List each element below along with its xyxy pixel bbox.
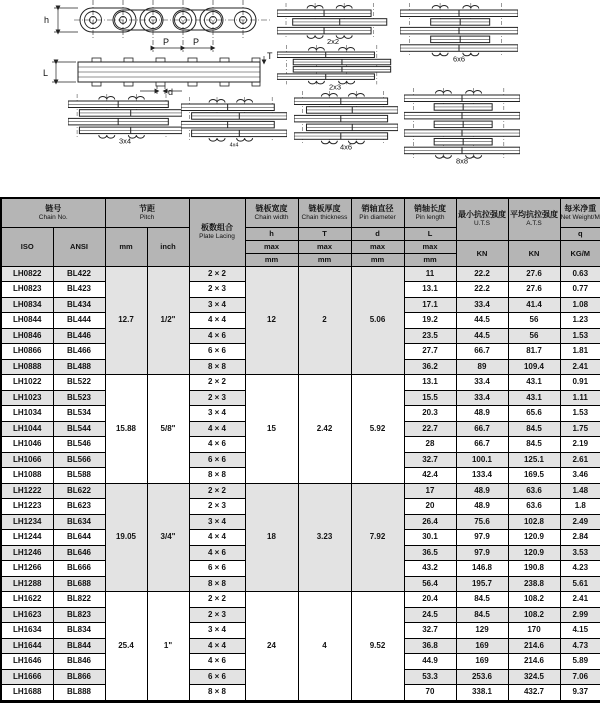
- iso-cell: LH0866: [1, 344, 53, 360]
- lacing-diagram-8x8: [404, 87, 520, 166]
- lacing-cell: 2 × 2: [189, 266, 245, 282]
- net-weight-cell: 4.15: [560, 623, 600, 639]
- pin-length-cell: 20: [404, 499, 456, 515]
- chain-width-cell: 12: [245, 266, 298, 375]
- header-sym-q: q: [560, 227, 600, 240]
- net-weight-cell: 2.49: [560, 514, 600, 530]
- iso-cell: LH0822: [1, 266, 53, 282]
- dim-label-l: L: [43, 68, 49, 78]
- ats-cell: 170: [508, 623, 560, 639]
- iso-cell: LH1246: [1, 545, 53, 561]
- pin-length-cell: 13.1: [404, 282, 456, 298]
- lacing-cell: 2 × 3: [189, 607, 245, 623]
- pin-length-cell: 32.7: [404, 452, 456, 468]
- ansi-cell: BL644: [53, 530, 105, 546]
- net-weight-cell: 4.73: [560, 638, 600, 654]
- net-weight-cell: 1.23: [560, 313, 600, 329]
- uts-cell: 129: [456, 623, 508, 639]
- iso-cell: LH1046: [1, 437, 53, 453]
- lacing-cell: 4 × 4: [189, 313, 245, 329]
- ats-cell: 84.5: [508, 421, 560, 437]
- lacing-cell: 6 × 6: [189, 452, 245, 468]
- net-weight-cell: 9.37: [560, 685, 600, 702]
- net-weight-cell: 1.53: [560, 328, 600, 344]
- lacing-cell: 3 × 4: [189, 406, 245, 422]
- pin-length-cell: 36.5: [404, 545, 456, 561]
- diagram-area: [0, 0, 600, 197]
- ats-cell: 102.8: [508, 514, 560, 530]
- pitch-inch-cell: 5/8": [147, 375, 189, 484]
- ats-cell: 81.7: [508, 344, 560, 360]
- pin-length-cell: 13.1: [404, 375, 456, 391]
- lacing-diagram-4x6: [294, 90, 398, 151]
- uts-cell: 44.5: [456, 313, 508, 329]
- uts-cell: 195.7: [456, 576, 508, 592]
- pin-diameter-cell: 7.92: [351, 483, 404, 592]
- net-weight-cell: 0.91: [560, 375, 600, 391]
- lacing-cell: 2 × 3: [189, 390, 245, 406]
- lacing-cell: 2 × 2: [189, 375, 245, 391]
- header-ansi: ANSI: [53, 227, 105, 266]
- ansi-cell: BL846: [53, 654, 105, 670]
- iso-cell: LH1634: [1, 623, 53, 639]
- ansi-cell: BL423: [53, 282, 105, 298]
- uts-cell: 133.4: [456, 468, 508, 484]
- pin-length-cell: 27.7: [404, 344, 456, 360]
- table-row: [1, 592, 600, 608]
- pitch-mm-cell: 25.4: [105, 592, 147, 702]
- uts-cell: 84.5: [456, 592, 508, 608]
- ansi-cell: BL522: [53, 375, 105, 391]
- ats-cell: 43.1: [508, 390, 560, 406]
- iso-cell: LH1066: [1, 452, 53, 468]
- uts-cell: 66.7: [456, 437, 508, 453]
- net-weight-cell: 5.61: [560, 576, 600, 592]
- lacing-cell: 4 × 6: [189, 654, 245, 670]
- ansi-cell: BL422: [53, 266, 105, 282]
- header-kgm: KG/M: [560, 240, 600, 266]
- net-weight-cell: 1.48: [560, 483, 600, 499]
- ats-cell: 214.6: [508, 654, 560, 670]
- uts-cell: 66.7: [456, 421, 508, 437]
- net-weight-cell: 1.08: [560, 297, 600, 313]
- header-sym-t: T: [298, 227, 351, 240]
- pin-diameter-cell: 5.06: [351, 266, 404, 375]
- iso-cell: LH1223: [1, 499, 53, 515]
- uts-cell: 169: [456, 638, 508, 654]
- header-kn-ats: KN: [508, 240, 560, 266]
- uts-cell: 48.9: [456, 406, 508, 422]
- dim-label-p-right: P: [193, 37, 200, 47]
- pitch-mm-cell: 19.05: [105, 483, 147, 592]
- uts-cell: 44.5: [456, 328, 508, 344]
- uts-cell: 33.4: [456, 375, 508, 391]
- ats-cell: 43.1: [508, 375, 560, 391]
- ats-cell: 56: [508, 313, 560, 329]
- header-plate-lacing: 板数组合 Plate Lacing: [189, 198, 245, 266]
- lacing-cell: 8 × 8: [189, 359, 245, 375]
- iso-cell: LH0846: [1, 328, 53, 344]
- lacing-cell: 4 × 6: [189, 328, 245, 344]
- pin-length-cell: 24.5: [404, 607, 456, 623]
- net-weight-cell: 2.19: [560, 437, 600, 453]
- table-row: [1, 266, 600, 282]
- pin-length-cell: 36.2: [404, 359, 456, 375]
- pin-diameter-cell: 5.92: [351, 375, 404, 484]
- header-pitch-mm: mm: [105, 227, 147, 266]
- iso-cell: LH0823: [1, 282, 53, 298]
- uts-cell: 48.9: [456, 483, 508, 499]
- lacing-diagram-4x4: [181, 96, 287, 149]
- uts-cell: 66.7: [456, 344, 508, 360]
- ansi-cell: BL623: [53, 499, 105, 515]
- ansi-cell: BL534: [53, 406, 105, 422]
- header-mm-l: mm: [404, 253, 456, 266]
- header-mm-h: mm: [245, 253, 298, 266]
- ansi-cell: BL446: [53, 328, 105, 344]
- pin-diameter-cell: 9.52: [351, 592, 404, 702]
- ats-cell: 120.9: [508, 545, 560, 561]
- uts-cell: 97.9: [456, 545, 508, 561]
- ansi-cell: BL444: [53, 313, 105, 329]
- pin-length-cell: 70: [404, 685, 456, 702]
- uts-cell: 33.4: [456, 390, 508, 406]
- pin-length-cell: 44.9: [404, 654, 456, 670]
- net-weight-cell: 1.11: [560, 390, 600, 406]
- pin-length-cell: 32.7: [404, 623, 456, 639]
- pin-length-cell: 36.8: [404, 638, 456, 654]
- uts-cell: 169: [456, 654, 508, 670]
- header-kn-uts: KN: [456, 240, 508, 266]
- header-mm-t: mm: [298, 253, 351, 266]
- ats-cell: 238.8: [508, 576, 560, 592]
- ansi-cell: BL888: [53, 685, 105, 702]
- ats-cell: 108.2: [508, 592, 560, 608]
- header-pitch: 节距 Pitch: [105, 198, 189, 227]
- pin-length-cell: 43.2: [404, 561, 456, 577]
- ats-cell: 56: [508, 328, 560, 344]
- spec-table-body: [1, 266, 600, 701]
- ansi-cell: BL844: [53, 638, 105, 654]
- pin-length-cell: 23.5: [404, 328, 456, 344]
- net-weight-cell: 2.99: [560, 607, 600, 623]
- ansi-cell: BL566: [53, 452, 105, 468]
- uts-cell: 97.9: [456, 530, 508, 546]
- ansi-cell: BL823: [53, 607, 105, 623]
- header-sym-d: d: [351, 227, 404, 240]
- header-max-h: max: [245, 240, 298, 253]
- ansi-cell: BL688: [53, 576, 105, 592]
- spec-table-wrapper: [0, 197, 600, 703]
- lacing-cell: 3 × 4: [189, 514, 245, 530]
- chain-width-cell: 18: [245, 483, 298, 592]
- dim-label-t: T: [267, 51, 273, 61]
- pin-length-cell: 20.3: [404, 406, 456, 422]
- header-max-t: max: [298, 240, 351, 253]
- lacing-cell: 4 × 4: [189, 530, 245, 546]
- pin-length-cell: 28: [404, 437, 456, 453]
- iso-cell: LH1244: [1, 530, 53, 546]
- uts-cell: 338.1: [456, 685, 508, 702]
- ansi-cell: BL634: [53, 514, 105, 530]
- net-weight-cell: 0.63: [560, 266, 600, 282]
- dim-label-d: d: [168, 87, 174, 97]
- dim-label-p-left: P: [163, 37, 170, 47]
- iso-cell: LH0834: [1, 297, 53, 313]
- iso-cell: LH1222: [1, 483, 53, 499]
- chain-thickness-cell: 2.42: [298, 375, 351, 484]
- ats-cell: 125.1: [508, 452, 560, 468]
- iso-cell: LH1234: [1, 514, 53, 530]
- iso-cell: LH1034: [1, 406, 53, 422]
- iso-cell: LH1688: [1, 685, 53, 702]
- chain-dimension-drawing: [8, 0, 276, 100]
- ats-cell: 214.6: [508, 638, 560, 654]
- header-mm-d: mm: [351, 253, 404, 266]
- ats-cell: 63.6: [508, 499, 560, 515]
- table-row: [1, 375, 600, 391]
- net-weight-cell: 3.53: [560, 545, 600, 561]
- lacing-cell: 4 × 6: [189, 545, 245, 561]
- header-uts: 最小抗拉强度 U.T.S: [456, 198, 508, 240]
- iso-cell: LH1022: [1, 375, 53, 391]
- net-weight-cell: 3.46: [560, 468, 600, 484]
- ansi-cell: BL523: [53, 390, 105, 406]
- lacing-label: 2x3: [328, 82, 342, 92]
- pin-length-cell: 42.4: [404, 468, 456, 484]
- net-weight-cell: 1.75: [560, 421, 600, 437]
- ansi-cell: BL544: [53, 421, 105, 437]
- lacing-cell: 8 × 8: [189, 685, 245, 702]
- lacing-cell: 2 × 3: [189, 499, 245, 515]
- uts-cell: 22.2: [456, 266, 508, 282]
- iso-cell: LH1288: [1, 576, 53, 592]
- net-weight-cell: 1.53: [560, 406, 600, 422]
- header-max-l: max: [404, 240, 456, 253]
- lacing-diagram-3x4: [68, 93, 182, 146]
- spec-table: [0, 197, 600, 703]
- net-weight-cell: 1.8: [560, 499, 600, 515]
- pin-length-cell: 11: [404, 266, 456, 282]
- lacing-label: 6x6: [452, 54, 466, 64]
- ansi-cell: BL434: [53, 297, 105, 313]
- ats-cell: 27.6: [508, 282, 560, 298]
- lacing-cell: 4 × 6: [189, 437, 245, 453]
- lacing-cell: 2 × 3: [189, 282, 245, 298]
- lacing-cell: 4 × 4: [189, 421, 245, 437]
- uts-cell: 22.2: [456, 282, 508, 298]
- header-sym-h: h: [245, 227, 298, 240]
- lacing-cell: 6 × 6: [189, 669, 245, 685]
- ansi-cell: BL646: [53, 545, 105, 561]
- iso-cell: LH1666: [1, 669, 53, 685]
- pin-length-cell: 19.2: [404, 313, 456, 329]
- iso-cell: LH1646: [1, 654, 53, 670]
- lacing-cell: 6 × 6: [189, 561, 245, 577]
- uts-cell: 33.4: [456, 297, 508, 313]
- ansi-cell: BL588: [53, 468, 105, 484]
- pitch-mm-cell: 12.7: [105, 266, 147, 375]
- ats-cell: 41.4: [508, 297, 560, 313]
- dim-label-h: h: [44, 15, 50, 25]
- uts-cell: 84.5: [456, 607, 508, 623]
- pitch-inch-cell: 3/4": [147, 483, 189, 592]
- net-weight-cell: 7.06: [560, 669, 600, 685]
- lacing-cell: 4 × 4: [189, 638, 245, 654]
- lacing-label: 2x2: [326, 36, 340, 46]
- net-weight-cell: 2.41: [560, 359, 600, 375]
- header-pitch-inch: inch: [147, 227, 189, 266]
- pin-length-cell: 53.3: [404, 669, 456, 685]
- ats-cell: 169.5: [508, 468, 560, 484]
- ats-cell: 65.6: [508, 406, 560, 422]
- ats-cell: 324.5: [508, 669, 560, 685]
- net-weight-cell: 5.89: [560, 654, 600, 670]
- uts-cell: 253.6: [456, 669, 508, 685]
- net-weight-cell: 2.84: [560, 530, 600, 546]
- uts-cell: 75.6: [456, 514, 508, 530]
- ats-cell: 108.2: [508, 607, 560, 623]
- ansi-cell: BL466: [53, 344, 105, 360]
- iso-cell: LH1644: [1, 638, 53, 654]
- header-sym-l: L: [404, 227, 456, 240]
- pitch-mm-cell: 15.88: [105, 375, 147, 484]
- net-weight-cell: 1.81: [560, 344, 600, 360]
- iso-cell: LH1622: [1, 592, 53, 608]
- ats-cell: 109.4: [508, 359, 560, 375]
- pin-length-cell: 20.4: [404, 592, 456, 608]
- ats-cell: 120.9: [508, 530, 560, 546]
- pitch-inch-cell: 1/2": [147, 266, 189, 375]
- chain-thickness-cell: 2: [298, 266, 351, 375]
- pin-length-cell: 17: [404, 483, 456, 499]
- pin-length-cell: 17.1: [404, 297, 456, 313]
- ats-cell: 432.7: [508, 685, 560, 702]
- ats-cell: 27.6: [508, 266, 560, 282]
- lacing-label: 8x8: [455, 156, 469, 166]
- lacing-diagram-2x3: [277, 44, 393, 91]
- iso-cell: LH1044: [1, 421, 53, 437]
- lacing-cell: 2 × 2: [189, 592, 245, 608]
- chain-thickness-cell: 3.23: [298, 483, 351, 592]
- header-pin-length: 销轴长度 Pin length: [404, 198, 456, 227]
- ats-cell: 63.6: [508, 483, 560, 499]
- lacing-diagram-2x2: [277, 2, 389, 46]
- ansi-cell: BL622: [53, 483, 105, 499]
- header-max-d: max: [351, 240, 404, 253]
- ansi-cell: BL822: [53, 592, 105, 608]
- pin-length-cell: 22.7: [404, 421, 456, 437]
- iso-cell: LH1023: [1, 390, 53, 406]
- header-chain-no: 链号 Chain No.: [1, 198, 105, 227]
- chain-width-cell: 24: [245, 592, 298, 702]
- header-pin-diameter: 销轴直径 Pin diameter: [351, 198, 404, 227]
- net-weight-cell: 4.23: [560, 561, 600, 577]
- lacing-cell: 3 × 4: [189, 623, 245, 639]
- net-weight-cell: 2.61: [560, 452, 600, 468]
- ats-cell: 84.5: [508, 437, 560, 453]
- lacing-cell: 2 × 2: [189, 483, 245, 499]
- ats-cell: 190.8: [508, 561, 560, 577]
- uts-cell: 48.9: [456, 499, 508, 515]
- pin-length-cell: 30.1: [404, 530, 456, 546]
- header-iso: ISO: [1, 227, 53, 266]
- uts-cell: 146.8: [456, 561, 508, 577]
- pin-length-cell: 26.4: [404, 514, 456, 530]
- ansi-cell: BL666: [53, 561, 105, 577]
- lacing-label: 4x4: [229, 142, 239, 149]
- table-row: [1, 483, 600, 499]
- lacing-label: 4x6: [339, 142, 353, 152]
- iso-cell: LH1088: [1, 468, 53, 484]
- pitch-inch-cell: 1": [147, 592, 189, 702]
- uts-cell: 100.1: [456, 452, 508, 468]
- spec-table-header: [1, 198, 600, 266]
- iso-cell: LH0844: [1, 313, 53, 329]
- lacing-cell: 8 × 8: [189, 576, 245, 592]
- header-chain-width: 链板宽度 Chain width: [245, 198, 298, 227]
- ansi-cell: BL866: [53, 669, 105, 685]
- lacing-cell: 8 × 8: [189, 468, 245, 484]
- lacing-diagram-6x6: [400, 2, 518, 63]
- net-weight-cell: 0.77: [560, 282, 600, 298]
- pin-length-cell: 15.5: [404, 390, 456, 406]
- net-weight-cell: 2.41: [560, 592, 600, 608]
- header-net-weight: 每米净重 Net Weight/M: [560, 198, 600, 227]
- chain-width-cell: 15: [245, 375, 298, 484]
- ansi-cell: BL488: [53, 359, 105, 375]
- lacing-cell: 3 × 4: [189, 297, 245, 313]
- iso-cell: LH1623: [1, 607, 53, 623]
- lacing-cell: 6 × 6: [189, 344, 245, 360]
- iso-cell: LH1266: [1, 561, 53, 577]
- uts-cell: 89: [456, 359, 508, 375]
- ansi-cell: BL834: [53, 623, 105, 639]
- ansi-cell: BL546: [53, 437, 105, 453]
- header-chain-thickness: 链板厚度 Chain thickness: [298, 198, 351, 227]
- chain-thickness-cell: 4: [298, 592, 351, 702]
- header-ats: 平均抗拉强度 A.T.S: [508, 198, 560, 240]
- lacing-label: 3x4: [118, 136, 132, 146]
- iso-cell: LH0888: [1, 359, 53, 375]
- pin-length-cell: 56.4: [404, 576, 456, 592]
